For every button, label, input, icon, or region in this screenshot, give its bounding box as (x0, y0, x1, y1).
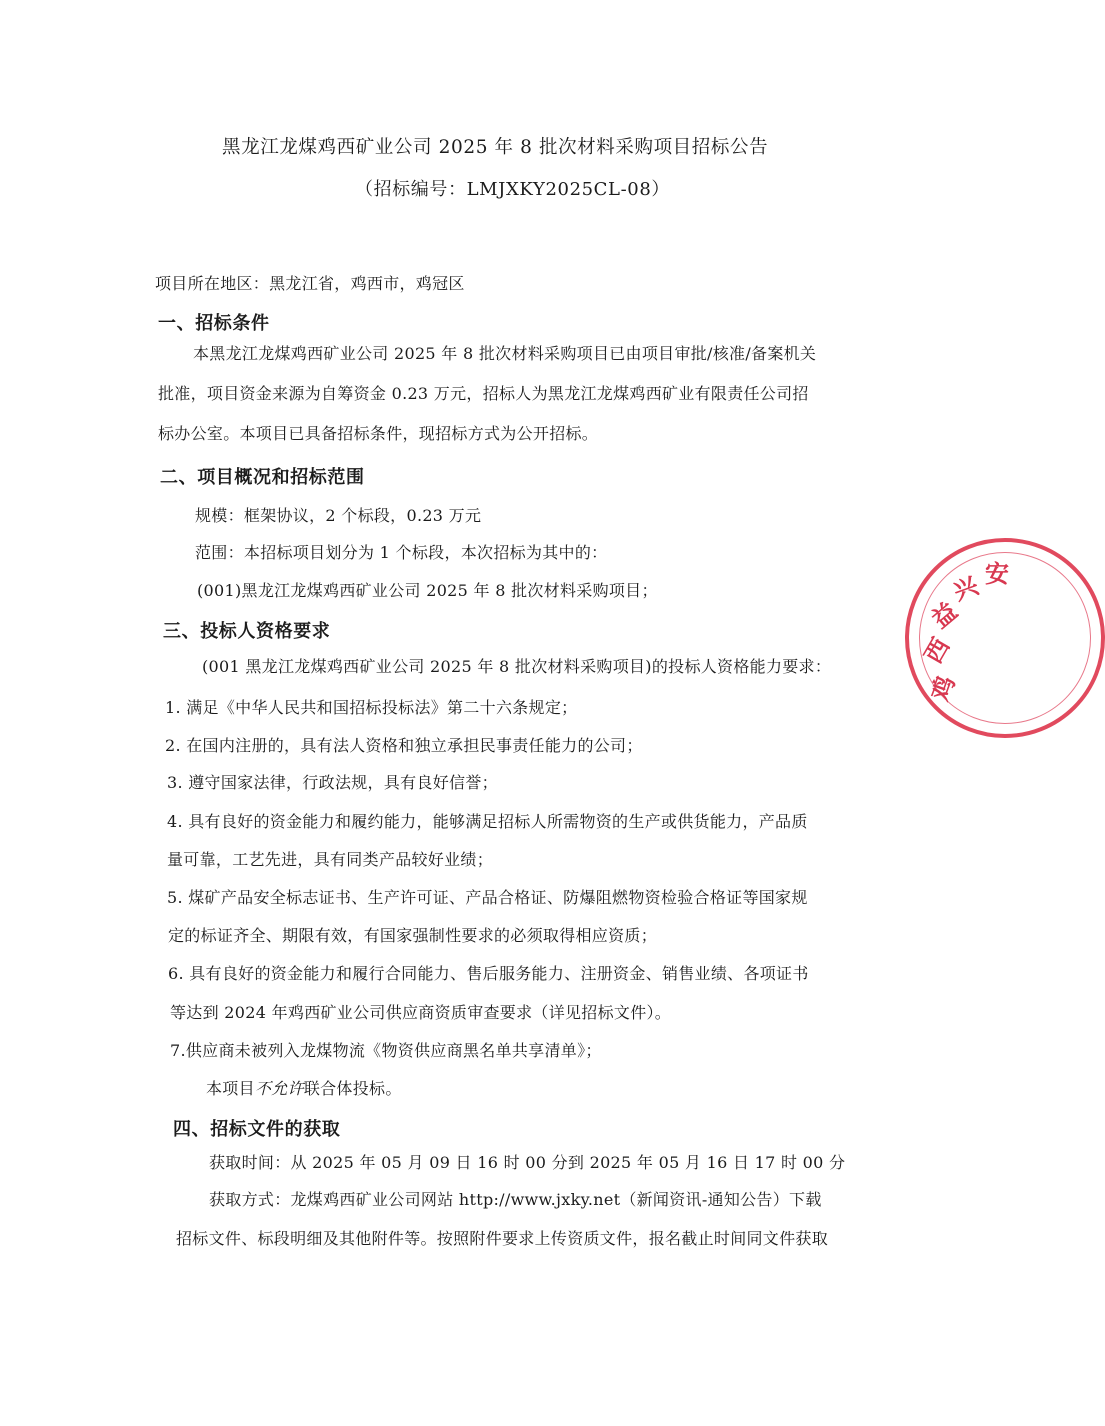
consortium-prefix: 本项目 (206, 1079, 255, 1098)
conditions-line-3: 标办公室。本项目已具备招标条件，现招标方式为公开招标。 (158, 424, 599, 443)
seal-char-1: 鸡 (926, 672, 961, 705)
qualification-intro: (001 黑龙江龙煤鸡西矿业公司 2025 年 8 批次材料采购项目)的投标人资格能力要求： (202, 657, 832, 676)
overview-scope: 范围：本招标项目划分为 1 个标段，本次招标为其中的： (195, 543, 608, 562)
qualification-item-3: 3. 遵守国家法律，行政法规，具有良好信誉； (167, 773, 498, 792)
conditions-line-1: 本黑龙江龙煤鸡西矿业公司 2025 年 8 批次材料采购项目已由项目审批/核准/备案机关 (193, 344, 817, 363)
section-heading-conditions: 一、招标条件 (158, 313, 270, 334)
section-heading-overview: 二、项目概况和招标范围 (160, 467, 365, 488)
qualification-item-5: 5. 煤矿产品安全标志证书、生产许可证、产品合格证、防爆阻燃物资检验合格证等国家规 (167, 888, 808, 907)
company-seal (905, 538, 1105, 738)
qualification-item-2: 2. 在国内注册的，具有法人资格和独立承担民事责任能力的公司； (165, 736, 643, 755)
seal-char-2: 西 (919, 633, 956, 669)
seal-char-4: 兴 (949, 571, 982, 607)
project-location: 项目所在地区：黑龙江省，鸡西市，鸡冠区 (155, 274, 465, 293)
qualification-item-4: 4. 具有良好的资金能力和履约能力，能够满足招标人所需物资的生产或供货能力，产品质 (167, 812, 808, 831)
qualification-item-6: 6. 具有良好的资金能力和履行合同能力、售后服务能力、注册资金、销售业绩、各项证书 (168, 964, 809, 983)
qualification-item-4-cont: 量可靠，工艺先进，具有同类产品较好业绩； (167, 850, 494, 869)
qualification-item-1: 1. 满足《中华人民共和国招标投标法》第二十六条规定； (165, 698, 578, 717)
qualification-item-5-cont: 定的标证齐全、期限有效，有国家强制性要求的必须取得相应资质； (168, 926, 658, 945)
qualification-item-7: 7.供应商未被列入龙煤物流《物资供应商黑名单共享清单》； (170, 1041, 602, 1060)
qualification-item-6-cont: 等达到 2024 年鸡西矿业公司供应商资质审查要求（详见招标文件）。 (170, 1003, 672, 1022)
consortium-suffix: 联合体投标。 (303, 1079, 402, 1098)
seal-char-5: 安 (985, 560, 1009, 588)
overview-lot: (001)黑龙江龙煤鸡西矿业公司 2025 年 8 批次材料采购项目； (197, 581, 658, 600)
tender-code: （招标编号：LMJXKY2025CL-08） (355, 179, 670, 200)
consortium-note (206, 1079, 402, 1099)
overview-scale: 规模：框架协议，2 个标段，0.23 万元 (195, 506, 482, 525)
conditions-line-2: 批准，项目资金来源为自筹资金 0.23 万元，招标人为黑龙江龙煤鸡西矿业有限责任公司招 (158, 384, 809, 403)
documents-method-cont: 招标文件、标段明细及其他附件等。按照附件要求上传资质文件，报名截止时间同文件获取 (176, 1229, 829, 1248)
seal-char-3: 益 (926, 596, 963, 634)
documents-method: 获取方式：龙煤鸡西矿业公司网站 http://www.jxky.net（新闻资讯-通知公告）下载 (209, 1190, 822, 1209)
consortium-italic: 不允许 (254, 1079, 304, 1098)
section-heading-documents: 四、招标文件的获取 (173, 1119, 341, 1140)
document-title: 黑龙江龙煤鸡西矿业公司 2025 年 8 批次材料采购项目招标公告 (222, 137, 769, 158)
section-heading-qualifications: 三、投标人资格要求 (163, 621, 331, 642)
documents-time: 获取时间：从 2025 年 05 月 09 日 16 时 00 分到 2025 年 05 月 16 日 17 时 00 分 (209, 1153, 846, 1172)
